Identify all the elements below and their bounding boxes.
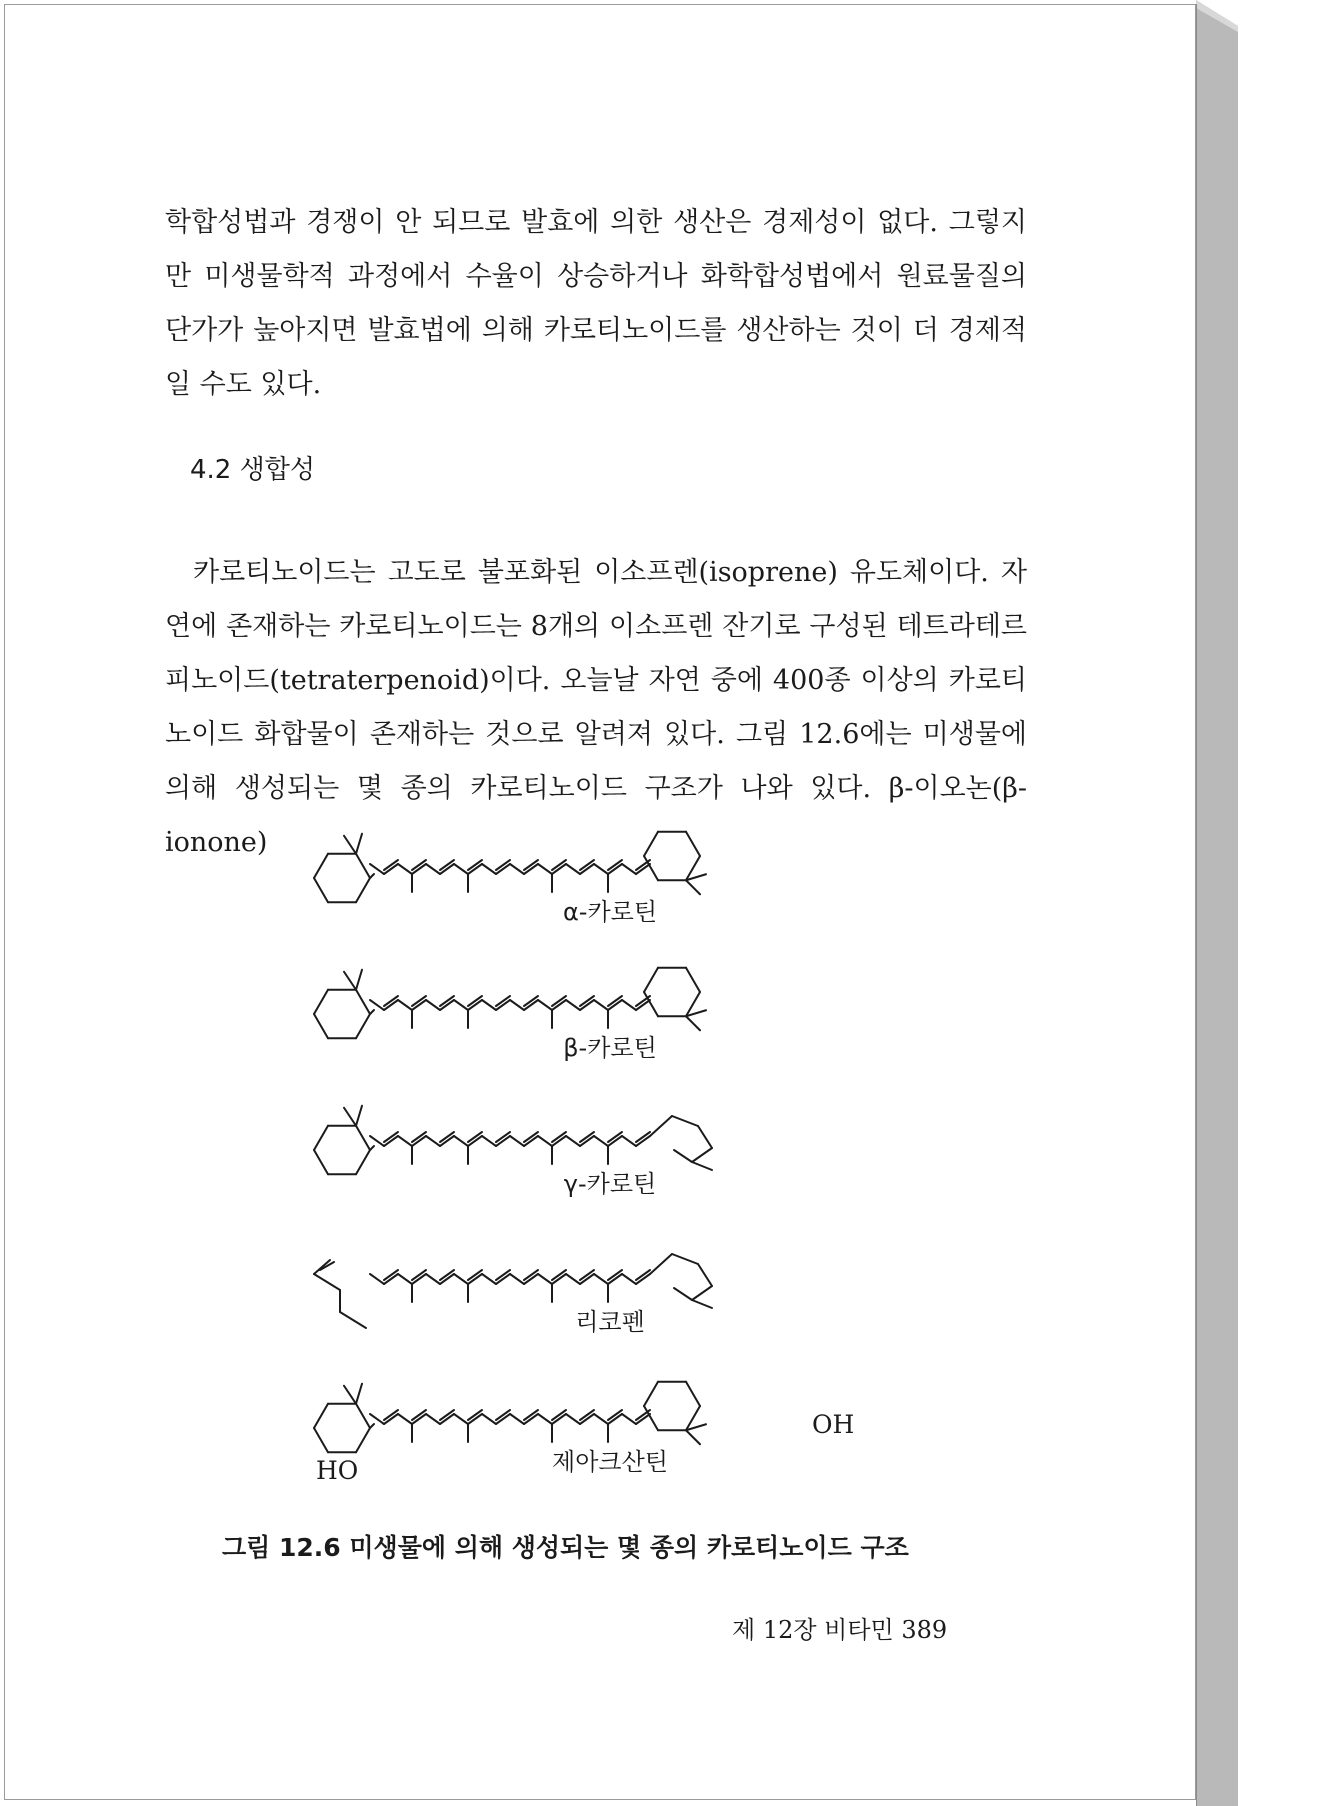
hydroxyl-label-oh: OH [812,1410,855,1439]
hydroxyl-label-ho: HO [316,1456,359,1485]
figure-caption: 그림 12.6 미생물에 의해 생성되는 몇 종의 카로티노이드 구조 [222,1533,909,1562]
section-heading-biosynthesis: 4.2 생합성 [190,455,315,485]
page-footer: 제 12장 비타민 389 [732,1616,948,1644]
molecule-label-lycopene: 리코펜 [575,1308,645,1336]
paragraph-production-economics: 학합성법과 경쟁이 안 되므로 발효에 의한 생산은 경제성이 없다. 그렇지만 미생물학적 과정에서 수율이 상승하거나 화학합성법에서 원료물질의 단가가 높아지면 발효법에 의해 카로티노이드를 생산하는 것이 더 경제적일 수도 있다. [165,207,1027,400]
page-edge-shadow [1196,0,1244,1806]
carotenoid-structures-figure [300,818,920,1488]
molecule-label-alpha-carotene: α-카로틴 [562,898,658,926]
molecule-label-beta-carotene: β-카로틴 [563,1034,657,1062]
molecule-label-zeaxanthin: 제아크산틴 [552,1448,668,1476]
paragraph-carotenoid-definition: 카로티노이드는 고도로 불포화된 이소프렌(isoprene) 유도체이다. 자연에 존재하는 카로티노이드는 8개의 이소프렌 잔기로 구성된 테트라테르피노이드(tetraterpenoid)이다. 오늘날 자연 중에 400종 이상의 카로티노이드 화합물이 존재하는 것으로 알려져 있다. 그림 12.6에는 미생물에 의해 생성되는 몇 종의 카로티노이드 구조가 나와 있다. β-이오논(β-ionone) [165,557,1027,858]
molecule-label-gamma-carotene: γ-카로틴 [563,1170,657,1198]
